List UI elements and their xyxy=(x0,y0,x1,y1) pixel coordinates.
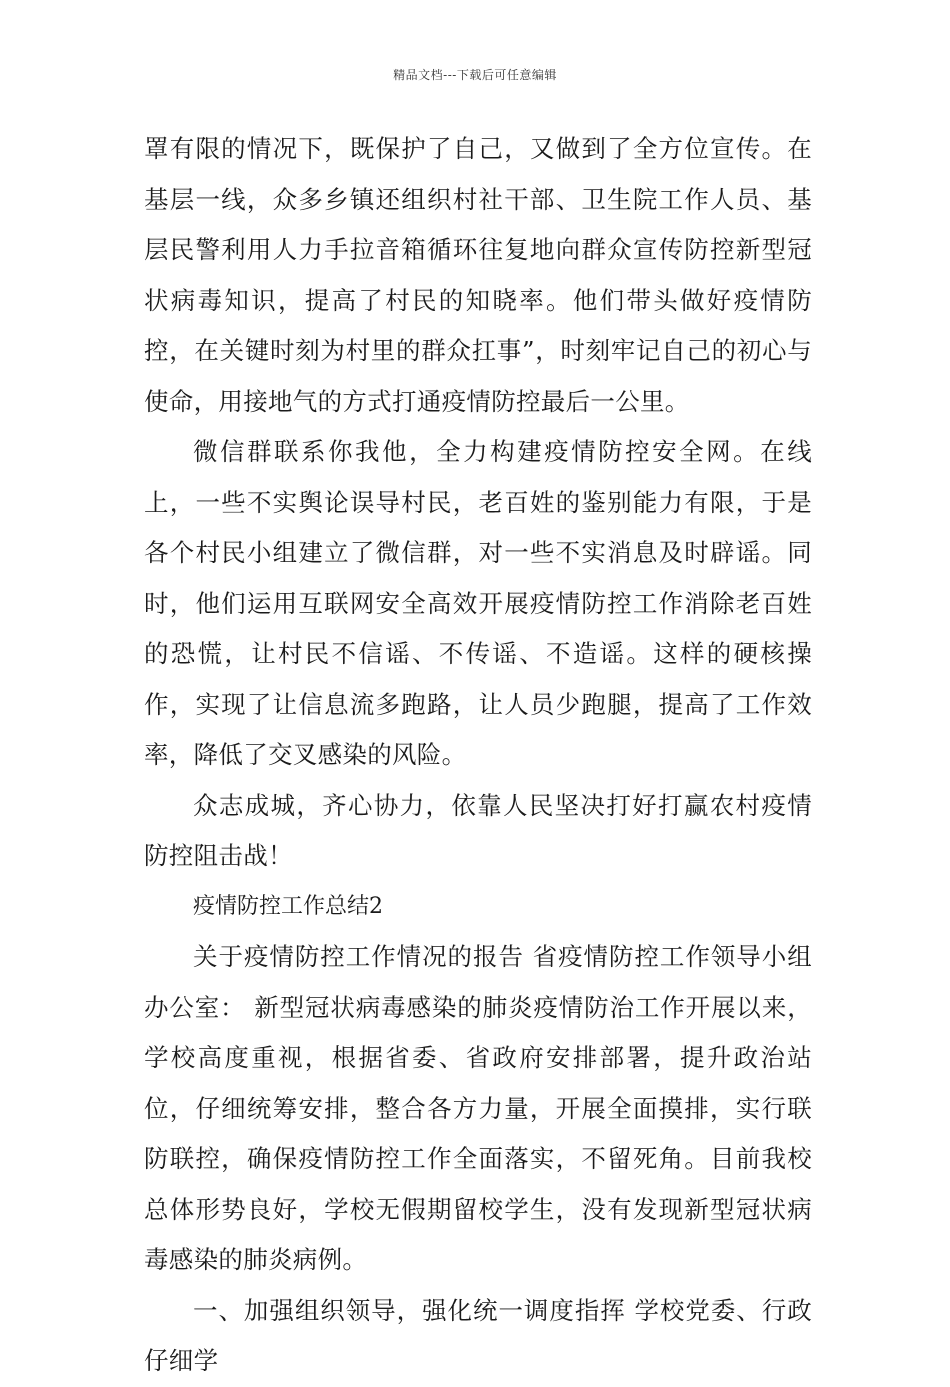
document-body xyxy=(144,124,812,1387)
paragraph-continuation: 罩有限的情况下，既保护了自己，又做到了全方位宣传。在基层一线，众多乡镇还组织村社干部、卫生院工作人员、基层民警利用人力手拉音箱循环往复地向群众宣传防控新型冠状病毒知识，提高了村民的知晓率。他们带头做好疫情防控，在关键时刻为村里的群众扛事”，时刻牢记自己的初心与使命，用接地气的方式打通疫情防控最后一公里。 xyxy=(144,134,812,416)
section-title: 疫情防控工作总结2 xyxy=(193,893,383,919)
paragraph-section-one: 一、加强组织领导，强化统一调度指挥 学校党委、行政仔细学 xyxy=(144,1295,812,1375)
paragraph-conclusion: 众志成城，齐心协力，依靠人民坚决打好打赢农村疫情防控阻击战！ xyxy=(144,790,812,870)
page-header: 精品文档---下载后可任意编辑 xyxy=(393,68,557,82)
paragraph-wechat: 微信群联系你我他，全力构建疫情防控安全网。在线上，一些不实舆论误导村民，老百姓的鉴别能力有限，于是各个村民小组建立了微信群，对一些不实消息及时辟谣。同时，他们运用互联网安全高效开展疫情防控工作消除老百姓的恐慌，让村民不信谣、不传谣、不造谣。这样的硬核操作，实现了让信息流多跑路，让人员少跑腿，提高了工作效率，降低了交叉感染的风险。 xyxy=(144,437,812,769)
paragraph-report: 关于疫情防控工作情况的报告 省疫情防控工作领导小组办公室： 新型冠状病毒感染的肺炎疫情防治工作开展以来，学校高度重视，根据省委、省政府安排部署，提升政治站位，仔细统筹安排，整合各方力量，开展全面摸排，实行联防联控，确保疫情防控工作全面落实，不留死角。目前我校总体形势良好，学校无假期留校学生，没有发现新型冠状病毒感染的肺炎病例。 xyxy=(144,942,812,1274)
